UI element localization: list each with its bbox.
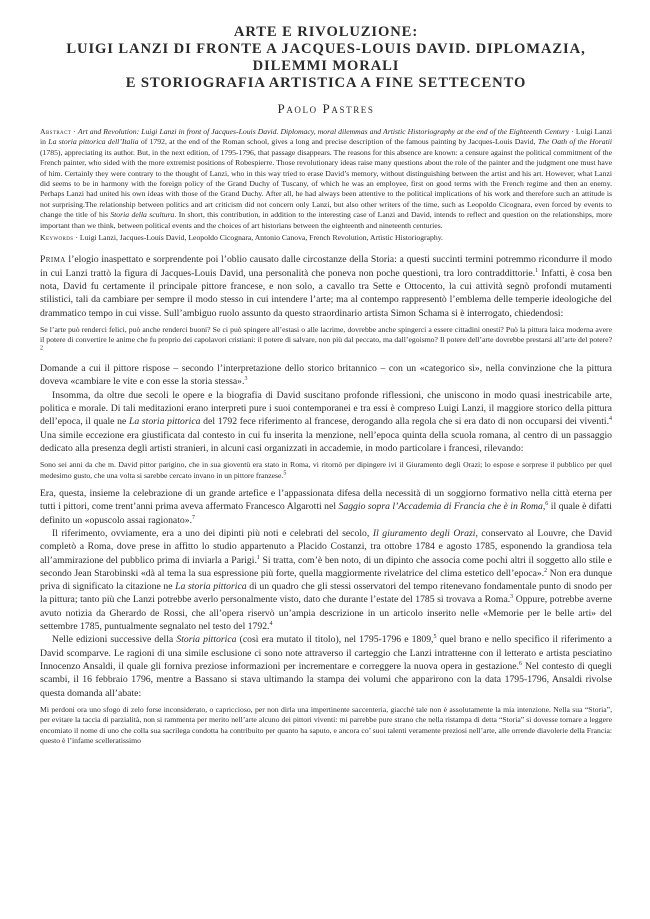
abstract-english-title: Art and Revolution: Luigi Lanzi in front of Jacques-Louis David. Diplomacy, moral dilemmas and Artistic Historiography at the end of the Eighteenth Century: [77, 127, 570, 136]
work-title: Saggio sopra l’Accademia di Francia che è in Roma: [338, 501, 543, 513]
footnote-ref[interactable]: 3: [244, 376, 248, 383]
quote-text: Sono sei anni da che m. David pittor parigino, che in sua gioventù era stato in Roma, vi ritornò per dipingere ivi il Giuramento degli Orazi; lo espose e sorprese il pubblico per quel medesimo gusto, che una volta si sarebbe cercato invano in un pittore franzese.: [40, 460, 612, 480]
body-paragraph: [40, 253, 612, 319]
keywords-label: Keywords: [40, 233, 74, 243]
article-page: [40, 24, 612, 752]
work-title: Storia della scultura: [110, 210, 175, 220]
paragraph-text: Infatti, è cosa ben nota, David fu certamente il principale pittore francese, e non solo, a cavallo tra Sette e Ottocento, la cui attività segnò profondi mutamenti stilistici, tali da cambiare per sempre il modo stesso in cui intendere l’arte; ma al contempo rappresentò l’emblema delle temperie ideologiche del drammatico tempo in cui visse. Sull’ambiguo ruolo assunto da questo straordinario artista Simon Schama si è interrogato, chiedendosi:: [40, 267, 613, 319]
paragraph-text: , conservato al Louvre, che David completò a Roma, dove prese in affitto lo studio appartenuto a Placido Costanzi, tra ottobre 1784 e agosto 1785, esponendo la grandiosa tela all’ammirazione del pubblico prima di inviarla a Parigi.: [40, 527, 613, 566]
paragraph-text: il quale è difatti definito un «opuscolo assai ragionato».: [40, 501, 613, 526]
keywords-text: Luigi Lanzi, Jacques-Louis David, Leopoldo Cicognara, Antonio Canova, French Revolution, Artistic Historiography.: [79, 233, 443, 243]
paragraph-text: del 1792 fece riferimento al francese, derogando alla regola che si era dato di non occuparsi dei viventi.: [200, 416, 609, 428]
paragraph-text: Insomma, da oltre due secoli le opere e la biografia di David suscitano profonde riflessioni, che uniscono in modo quasi inestricabile arte, politica e morale. Di tali meditazioni erano interpreti pure i suoi contemporanei e tra essi è compreso Luigi Lanzi, il maggiore storico della pittura dell’epoca, il quale ne: [40, 389, 612, 428]
paragraph-text: Nelle edizioni successive della: [52, 634, 177, 646]
paragraph-text: Domande a cui il pittore rispose – secondo l’interpretazione dello storico britannico – con un «categorico sì», nella convinzione che la pittura doveva «cambiare le vite e con esse la storia stessa».: [40, 363, 612, 388]
footnote-ref[interactable]: 4: [269, 620, 273, 627]
author-name: Paolo Pastres: [277, 101, 375, 116]
paragraph-text: Non era dunque priva di significato la citazione ne: [40, 567, 612, 593]
keywords: [40, 233, 612, 243]
paragraph-text: di un quadro che gli stessi osservatori del tempo ritenevano fondamentale punto di snodo per la pittura; tanto più che Lanzi potrebbe averlo personalmente visto, dato che durante l’estate del 1785 si trovava a Roma.: [40, 581, 612, 606]
abstract-text: · Luigi Lanzi in: [40, 127, 613, 147]
title-line: E STORIOGRAFIA ARTISTICA A FINE SETTECENTO: [125, 75, 527, 91]
paragraph-text: Il riferimento, ovviamente, era a uno dei dipinti più noti e celebrati del secolo,: [52, 527, 373, 539]
work-title: Il giuramento degli Orazi: [372, 527, 476, 539]
title-line: ARTE E RIVOLUZIONE:: [233, 24, 419, 40]
footnote-ref[interactable]: 6: [518, 660, 522, 667]
body-paragraph: [40, 389, 612, 455]
paragraph-text: Oppure, potrebbe averne avuto notizia da Gherardo de Rossi, che all’opera riservò un’ampia descrizione in un articolo inserito nelle «Memorie per le belle arti» del settembre 1785, puntualmente segnalato nel testo del 1792.: [40, 594, 612, 633]
footnote-ref[interactable]: 5: [433, 634, 437, 641]
footnote-ref[interactable]: 4: [609, 416, 612, 423]
work-title: La storia pittorica: [128, 416, 201, 428]
work-title: La storia pittorica dell’Italia: [48, 137, 139, 147]
paragraph-text: Una simile eccezione era giustificata dal contesto in cui fu inserita la menzione, nell’epoca quinta della scuola romana, al centro di un passaggio dedicato alla presenza degli artisti stranieri, in alcuni casi organizzati in accademie, in modo particolare i francesi, rilevando:: [40, 429, 612, 454]
abstract-label: Abstract: [40, 127, 72, 136]
paragraph-text: (così era mutato il titolo), nel 1795-1796 e 1809,: [236, 634, 434, 646]
footnote-ref[interactable]: 2: [544, 567, 548, 574]
block-quote: [40, 325, 612, 356]
abstract: [40, 127, 612, 231]
footnote-ref[interactable]: 5: [283, 470, 287, 477]
work-title: La storia pittorica: [175, 581, 247, 593]
paragraph-text: Si tratta, com’è ben noto, di un dipinto che associa come pochi altri il soggetto allo stile e secondo Jean Starobinski «dà al tema la sua espressione più forte, quella maggiormente rivelatrice del clima estetico dell’epoca».: [40, 554, 612, 579]
body-paragraph: [40, 527, 612, 633]
separator: ·: [73, 233, 80, 243]
quote-text: Se l’arte può renderci felici, può anche renderci buoni? Se ci può spingere all’estasi o alle lacrime, dovrebbe anche spingerci a essere cittadini onesti? Può la pittura laica moderna avere il potere di convertire le anime che fu proprio dei capolavori cristiani: il potere di salvare, non più dal peccato, ma dall’egoismo? Il potere dell’arte dovrebbe prestarsi all’arte del potere?: [40, 324, 612, 345]
lead-word: Prima: [40, 254, 66, 266]
title-line: DILEMMI MORALI: [252, 58, 400, 74]
block-quote: [40, 460, 612, 481]
work-title: Storia pittorica: [176, 634, 237, 646]
abstract-text: (1785), appreciating its author. But, in the next edition, of 1795-1796, that passage disappears. The reasons for this absence are known: a censure against the political commitment of the French painter, who sided with the more extremist positions of Robespierre. Those revolutionary ideas raise many questions about the role of the painter and the judgment one must have of him. Certainly they were contrary to the thought of Lanzi, who in this way tried to erase David’s memory, without distinguishing between the artist and his art. However, what Lanzi did seems to be in harmony with the foreign policy of the Grand Duchy of Tuscany, of which he was an employee, first on good terms with the French regime and then an enemy. Perhaps Lanzi had united his own ideas with those of the Grand Duchy. After all, he had always been attentive to the political implications of his work and therefore such an attitude is not surprising.The relationship between politics and art criticism did not concern only Lanzi, but also other writers of the time, such as Leopoldo Cicognara, even forced by events to change the title of his: [40, 147, 612, 220]
work-title: The Oath of the Horatii: [537, 137, 613, 147]
footnote-ref[interactable]: 7: [192, 514, 196, 521]
paragraph-text: l’elogio inaspettato e sorprendente poi l’oblio causato dalle circostanze della Storia: a questi succinti termini potremmo ricondurre il modo in cui Lanzi trattò la figura di Jacques-Louis David, una personalità che poneva non poche questioni, tra loro contraddittorie.: [40, 254, 612, 279]
footnote-ref[interactable]: 1: [535, 267, 539, 274]
paragraph-text: quel brano e nello specifico il riferimento a David scomparve. Le ragioni di una simile esclusione ci sono note attraverso il carteggio che Lanzi intratteнne con il letterato e artista pesciatino Innocenzo Ansaldi, il quale gli forniva preziose informazioni per incrementare e correggere la nuova opera in gestazione.: [40, 634, 612, 672]
separator: ·: [71, 127, 78, 136]
abstract-text: . In short, this contribution, in addition to the interesting case of Lanzi and David, intends to reflect and question on the relationships, more important than we think, between political events and the choices of art historians between the eighteenth and nineteenth centuries.: [40, 210, 612, 230]
body-paragraph: [40, 487, 612, 527]
footnote-ref[interactable]: 6: [545, 501, 549, 508]
block-quote: [40, 705, 612, 747]
paragraph-text: Era, questa, insieme la celebrazione di un grande artefice e l’appassionata difesa della necessità di un soggiorno formativo nella città eterna per tutti i pittori, come trent’anni prima aveva affermato Francesco Algarotti nel: [40, 488, 612, 513]
article-title: [40, 24, 612, 92]
body-paragraph: [40, 362, 612, 389]
footnote-ref[interactable]: 2: [40, 345, 43, 352]
body-paragraph: [40, 633, 612, 699]
quote-text: Mi perdoni ora uno sfogo di zelo forse inconsiderato, o capriccioso, per non dirla una impertinente saccenteria, giacché tale non è assolutamente la mia intenzione. Nella sua “Storia”, per evitare la taccia di parzialità, non si rammenta per merito nell’arte alcuno dei pittori viventi: mi parrebbe pure strano che nella ristampa di detta “Storia” si dovesse tornare a leggere encomiato il nome di uno che colla sua sacrilega condotta ha contribuito per quanto ha saputo, e ancora co’ suoi talenti veramente preziosi nell’arte, alle orrende diavolerie della Francia: questo è l’infame scelleratissimo: [40, 704, 612, 746]
title-line: LUIGI LANZI DI FRONTE A JACQUES-LOUIS DAVID. DIPLOMAZIA,: [66, 41, 586, 57]
paragraph-text: Nel contesto di quegli scambi, il 16 febbraio 1796, mentre a Bassano si stava ultimando la stampa dei volumi che apparirono con la data 1795-1796, Ansaldi rivolse questa domanda all’abate:: [40, 660, 612, 699]
footnote-ref[interactable]: 1: [256, 554, 260, 561]
paragraph-text: ,: [542, 501, 546, 513]
footnote-ref[interactable]: 3: [510, 594, 514, 601]
abstract-text: of 1792, at the end of the Roman school, gives a long and precise description of the famous painting by Jacques-Louis David,: [138, 137, 538, 147]
